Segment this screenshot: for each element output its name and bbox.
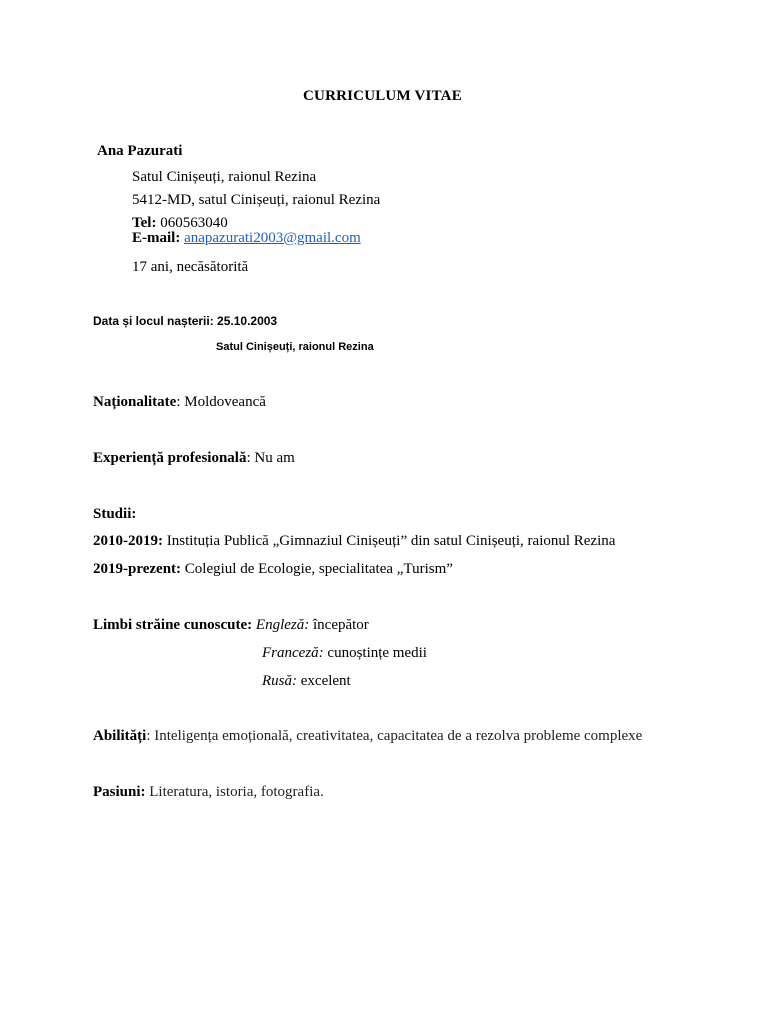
birth-place: Satul Cinișeuți, raionul Rezina xyxy=(216,341,374,353)
birth-date: 25.10.2003 xyxy=(217,314,278,328)
birth-row xyxy=(93,314,277,328)
birth-label: Data și locul nașterii: xyxy=(93,314,214,328)
language-item xyxy=(262,673,351,690)
hobbies-value: Literatura, istoria, fotografia. xyxy=(145,784,324,800)
document-title: CURRICULUM VITAE xyxy=(303,88,462,104)
study-period: 2010-2019: xyxy=(93,533,163,549)
person-name: Ana Pazurati xyxy=(97,143,183,159)
language-level: începător xyxy=(309,617,369,633)
nationality-label: Naționalitate xyxy=(93,394,177,410)
experience-row xyxy=(93,450,295,467)
study-text: Instituția Publică „Gimnaziul Cinișeuți” din satul Cinișeuți, raionul Rezina xyxy=(163,533,616,549)
experience-value: : Nu am xyxy=(246,450,295,466)
study-item xyxy=(93,533,615,550)
languages-row xyxy=(93,617,369,634)
nationality-row xyxy=(93,394,266,411)
hobbies-row xyxy=(93,784,324,801)
phone-value: 060563040 xyxy=(160,215,228,231)
studies-heading: Studii: xyxy=(93,506,137,522)
language-name: Franceză: xyxy=(262,645,324,661)
email-link[interactable]: anapazurati2003@gmail.com xyxy=(184,230,361,246)
language-level: cunoștințe medii xyxy=(323,645,427,661)
skills-label: Abilități xyxy=(93,728,147,744)
email-label: E-mail: xyxy=(132,230,181,246)
language-item xyxy=(262,645,427,662)
nationality-value: : Moldoveancă xyxy=(176,394,266,410)
address-line-2: 5412-MD, satul Cinișeuți, raionul Rezina xyxy=(132,192,381,208)
language-name: Engleză: xyxy=(255,617,310,633)
age-status: 17 ani, necăsătorită xyxy=(132,259,249,275)
languages-label: Limbi străine cunoscute: xyxy=(93,617,253,633)
skills-value: : Inteligența emoțională, creativitatea, capacitatea de a rezolva probleme complexe xyxy=(146,728,643,744)
experience-label: Experiență profesională xyxy=(93,450,247,466)
study-item xyxy=(93,561,453,578)
phone-label: Tel: xyxy=(132,215,157,231)
skills-row xyxy=(93,728,642,745)
study-text: Colegiul de Ecologie, specialitatea „Turism” xyxy=(181,561,453,577)
hobbies-label: Pasiuni: xyxy=(93,784,146,800)
email-row xyxy=(132,230,361,247)
language-level: excelent xyxy=(297,673,351,689)
language-name: Rusă: xyxy=(262,673,297,689)
study-period: 2019-prezent: xyxy=(93,561,182,577)
address-line-1: Satul Cinișeuți, raionul Rezina xyxy=(132,169,317,185)
